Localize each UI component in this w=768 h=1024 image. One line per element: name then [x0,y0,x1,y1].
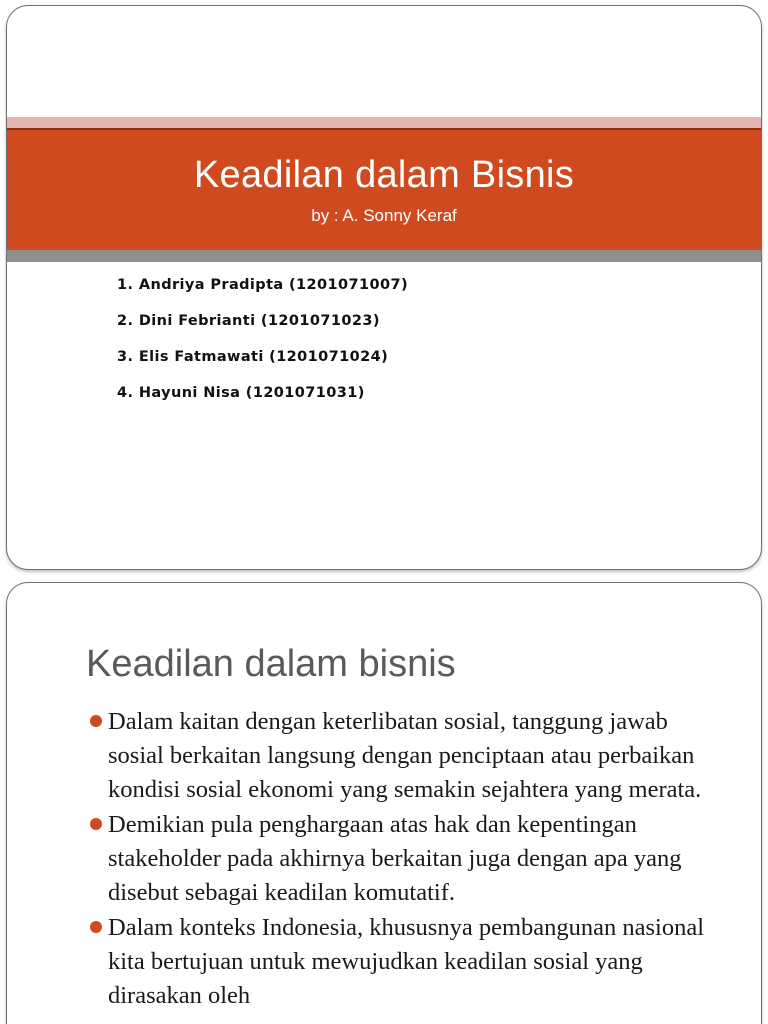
bullet-item [88,911,728,1013]
bullet-item [88,705,728,807]
title-band-bottom-stripe [7,250,761,262]
member-item: 1. Andriya Pradipta (1201071007) [117,277,408,293]
member-list [117,274,408,418]
bullet-dot-icon [90,715,102,727]
slide-heading: Keadilan dalam bisnis [86,643,456,685]
member-item: 3. Elis Fatmawati (1201071024) [117,349,389,365]
bullet-text: Demikian pula penghargaan atas hak dan kepentingan stakeholder pada akhirnya berkaitan juga dengan apa yang disebut sebagai keadilan komutatif. [108,811,682,906]
slide-2 [6,582,762,1024]
title-band-top-stripe [7,117,761,128]
bullet-dot-icon [90,818,102,830]
bullet-dot-icon [90,921,102,933]
member-item: 2. Dini Febrianti (1201071023) [117,313,380,329]
bullet-item [88,808,728,910]
slide-1 [6,5,762,570]
member-item: 4. Hayuni Nisa (1201071031) [117,385,365,401]
slide-subtitle: by : A. Sonny Keraf [311,206,457,225]
bullet-list [88,705,728,1014]
slide-title: Keadilan dalam Bisnis [193,154,575,196]
bullet-text: Dalam kaitan dengan keterlibatan sosial, tanggung jawab sosial berkaitan langsung dengan penciptaan atau perbaikan kondisi sosial ekonomi yang semakin sejahtera yang merata. [108,708,702,803]
bullet-text: Dalam konteks Indonesia, khususnya pembangunan nasional kita bertujuan untuk mewujudkan keadilan sosial yang dirasakan oleh [108,914,705,1009]
